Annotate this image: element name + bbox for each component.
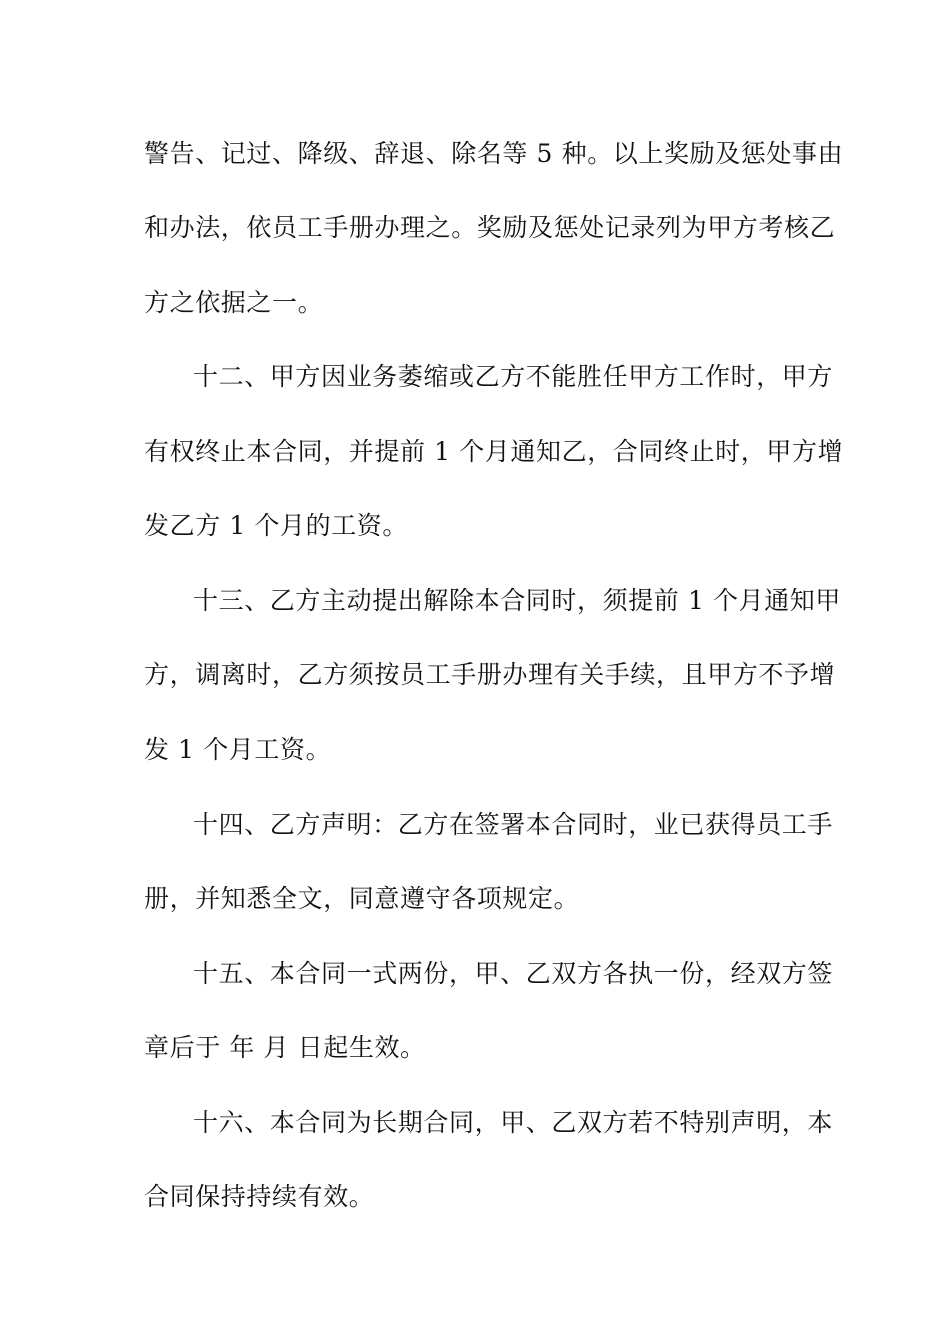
paragraph-line: 警告、记过、降级、辞退、除名等 5 种。以上奖励及惩处事由 xyxy=(144,139,844,168)
article-12-line: 十二、甲方因业务萎缩或乙方不能胜任甲方工作时，甲方 xyxy=(193,362,834,391)
article-16-line: 合同保持持续有效。 xyxy=(144,1182,375,1211)
article-12-line: 发乙方 1 个月的工资。 xyxy=(144,511,409,540)
article-14-line: 册，并知悉全文，同意遵守各项规定。 xyxy=(144,884,580,913)
article-15-line: 章后于 年 月 日起生效。 xyxy=(144,1033,426,1062)
article-13-line: 发 1 个月工资。 xyxy=(144,735,332,764)
paragraph-line: 和办法，依员工手册办理之。奖励及惩处记录列为甲方考核乙 xyxy=(144,213,836,242)
article-16-line: 十六、本合同为长期合同，甲、乙双方若不特别声明，本 xyxy=(193,1108,834,1137)
article-13-line: 十三、乙方主动提出解除本合同时，须提前 1 个月通知甲 xyxy=(193,586,842,615)
article-12-line: 有权终止本合同，并提前 1 个月通知乙，合同终止时，甲方增 xyxy=(144,437,844,466)
article-15-line: 十五、本合同一式两份，甲、乙双方各执一份，经双方签 xyxy=(193,959,834,988)
article-14-line: 十四、乙方声明：乙方在签署本合同时，业已获得员工手 xyxy=(193,810,834,839)
article-13-line: 方，调离时，乙方须按员工手册办理有关手续，且甲方不予增 xyxy=(144,660,836,689)
paragraph-line: 方之依据之一。 xyxy=(144,288,324,317)
